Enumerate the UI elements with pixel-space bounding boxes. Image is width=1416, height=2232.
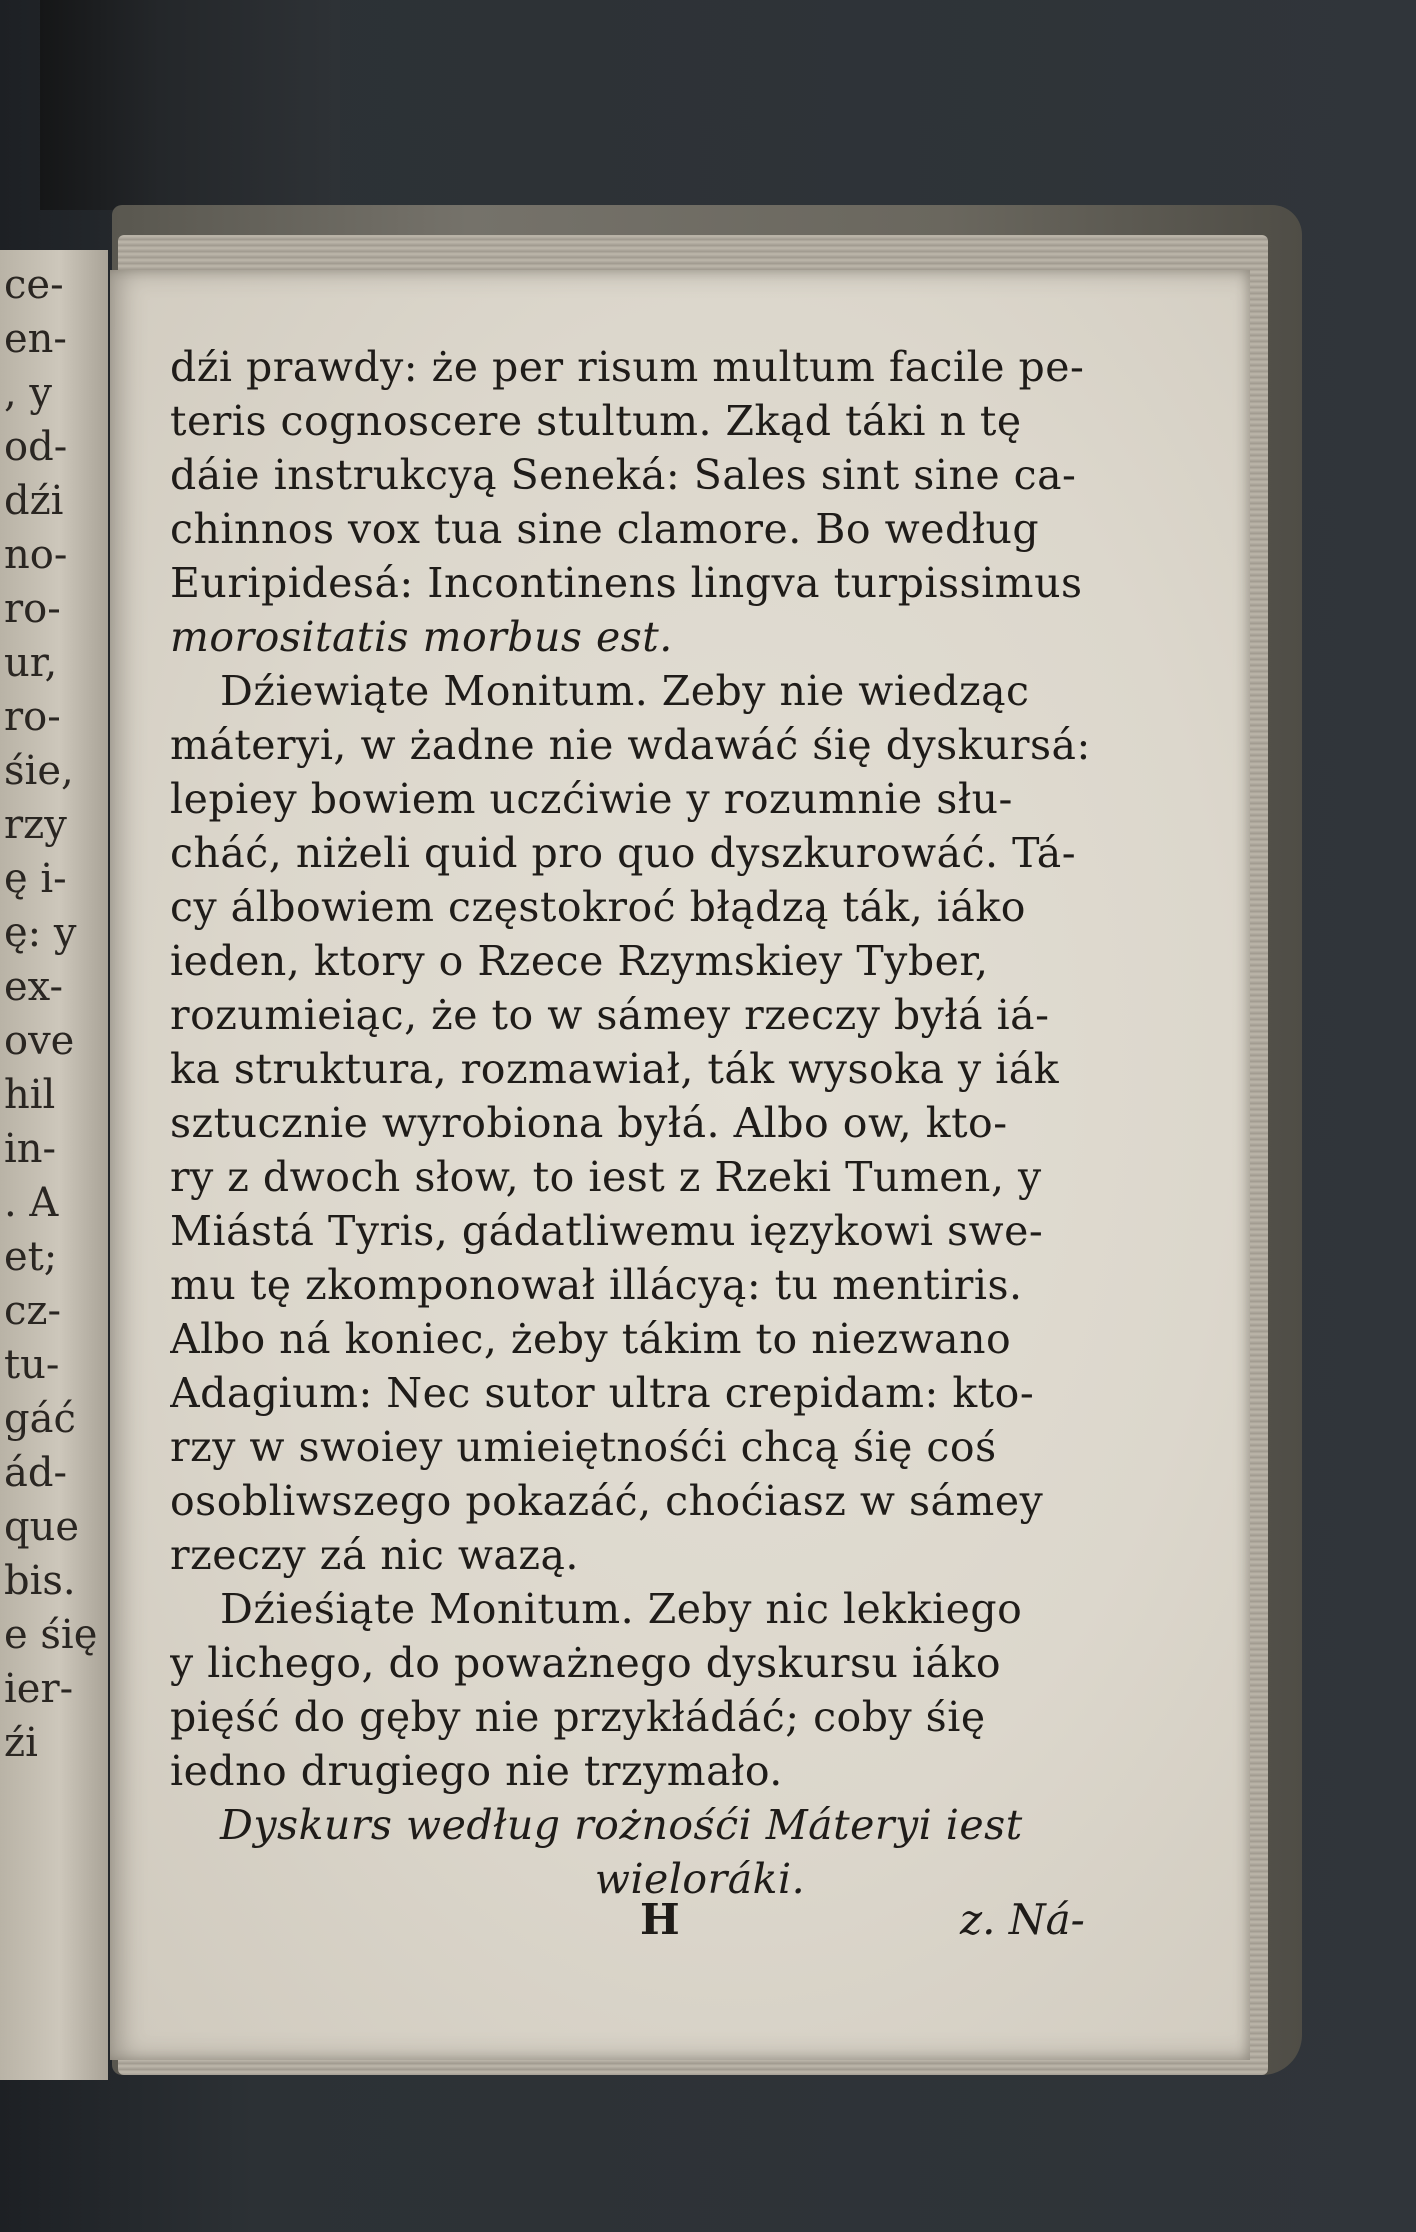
left-page-fragment: dźi	[4, 478, 64, 524]
left-page-fragment: en-	[4, 316, 67, 362]
left-page-fragment: . A	[4, 1180, 59, 1226]
text-line: iedno drugiego nie trzymało.	[170, 1747, 783, 1795]
left-page-fragment: in-	[4, 1126, 57, 1172]
left-page-fragment: śie,	[4, 748, 74, 794]
book-page	[110, 270, 1250, 2060]
left-page-fragment: hil	[4, 1072, 56, 1118]
left-page-fragment: cz-	[4, 1288, 61, 1334]
left-page-fragment: ád-	[4, 1450, 67, 1496]
text-line: chinnos vox tua sine clamore. Bo według	[170, 505, 1040, 553]
left-page-fragment: no-	[4, 532, 68, 578]
text-line: pięść do gęby nie przykłádáć; coby śię	[170, 1693, 986, 1741]
text-line: ka struktura, rozmawiał, ták wysoka y iák	[170, 1045, 1060, 1093]
text-line: morositatis morbus est.	[170, 613, 673, 661]
text-line: Euripidesá: Incontinens lingva turpissimus	[170, 559, 1083, 607]
left-page-fragment: et;	[4, 1234, 58, 1280]
text-line: rzy w swoiey umieiętnośći chcą śię coś	[170, 1423, 997, 1471]
left-page-fragment: que	[4, 1504, 80, 1550]
left-page-fragment: , y	[4, 370, 53, 416]
text-line: wieloráki.	[594, 1855, 806, 1903]
left-page-fragment: rzy	[4, 802, 67, 848]
left-page-fragment: ier-	[4, 1666, 74, 1712]
text-line: rozumieiąc, że to w sámey rzeczy byłá iá-	[170, 991, 1050, 1039]
text-line: teris cognoscere stultum. Zkąd táki n tę	[170, 397, 1022, 445]
left-page-fragment: bis.	[4, 1558, 76, 1604]
text-line: Albo ná koniec, żeby tákim to niezwano	[170, 1315, 1012, 1363]
previous-page-sliver	[0, 250, 108, 2080]
text-line: lepiey bowiem uczćiwie y rozumnie słu-	[170, 775, 1013, 823]
left-page-fragment: ce-	[4, 262, 64, 308]
text-line: máteryi, w żadne nie wdawáć śię dyskursá:	[170, 721, 1091, 769]
text-line: rzeczy zá nic wazą.	[170, 1531, 579, 1579]
left-page-fragment: ę i-	[4, 856, 67, 902]
text-line: Miástá Tyris, gádatliwemu ięzykowi swe-	[170, 1207, 1044, 1255]
left-page-fragment: ę: y	[4, 910, 77, 956]
text-line: y lichego, do poważnego dyskursu iáko	[170, 1639, 1002, 1687]
left-page-fragment: źi	[4, 1720, 38, 1766]
left-page-fragment: ove	[4, 1018, 75, 1064]
text-line: sztucznie wyrobiona byłá. Albo ow, kto-	[170, 1099, 1008, 1147]
text-line: dáie instrukcyą Seneká: Sales sint sine ca-	[170, 451, 1077, 499]
left-page-fragment: ro-	[4, 586, 61, 632]
left-page-fragment: gáć	[4, 1396, 76, 1442]
text-line: mu tę zkomponował illácyą: tu mentiris.	[170, 1261, 1023, 1309]
text-line: osobliwszego pokazáć, choćiasz w sámey	[170, 1477, 1044, 1525]
text-line: cy álbowiem częstokroć błądzą ták, iáko	[170, 883, 1026, 931]
left-page-fragment: ur,	[4, 640, 58, 686]
page-footer	[170, 1895, 1230, 1951]
left-page-fragment: ro-	[4, 694, 61, 740]
left-page-fragment: tu-	[4, 1342, 60, 1388]
text-line: Dźieśiąte Monitum. Zeby nic lekkiego	[220, 1585, 1023, 1633]
left-page-fragment: e śię	[4, 1612, 98, 1658]
left-page-fragment: od-	[4, 424, 68, 470]
page-text	[170, 340, 1230, 1944]
left-page-fragment: ex-	[4, 964, 64, 1010]
text-line: ieden, ktory o Rzece Rzymskiey Tyber,	[170, 937, 989, 985]
text-line: dźi prawdy: że per risum multum facile pe-	[170, 343, 1085, 391]
text-line: Dźiewiąte Monitum. Zeby nie wiedząc	[220, 667, 1030, 715]
text-line: Adagium: Nec sutor ultra crepidam: kto-	[170, 1369, 1035, 1417]
text-line: Dyskurs według rożnośći Máteryi iest	[220, 1801, 1023, 1849]
signature-mark: H	[640, 1895, 680, 1944]
catchword: z. Ná-	[960, 1895, 1085, 1944]
book-spine	[40, 0, 340, 210]
text-line: cháć, niżeli quid pro quo dyszkurowáć. Tá-	[170, 829, 1077, 877]
text-line: ry z dwoch słow, to iest z Rzeki Tumen, y	[170, 1153, 1042, 1201]
